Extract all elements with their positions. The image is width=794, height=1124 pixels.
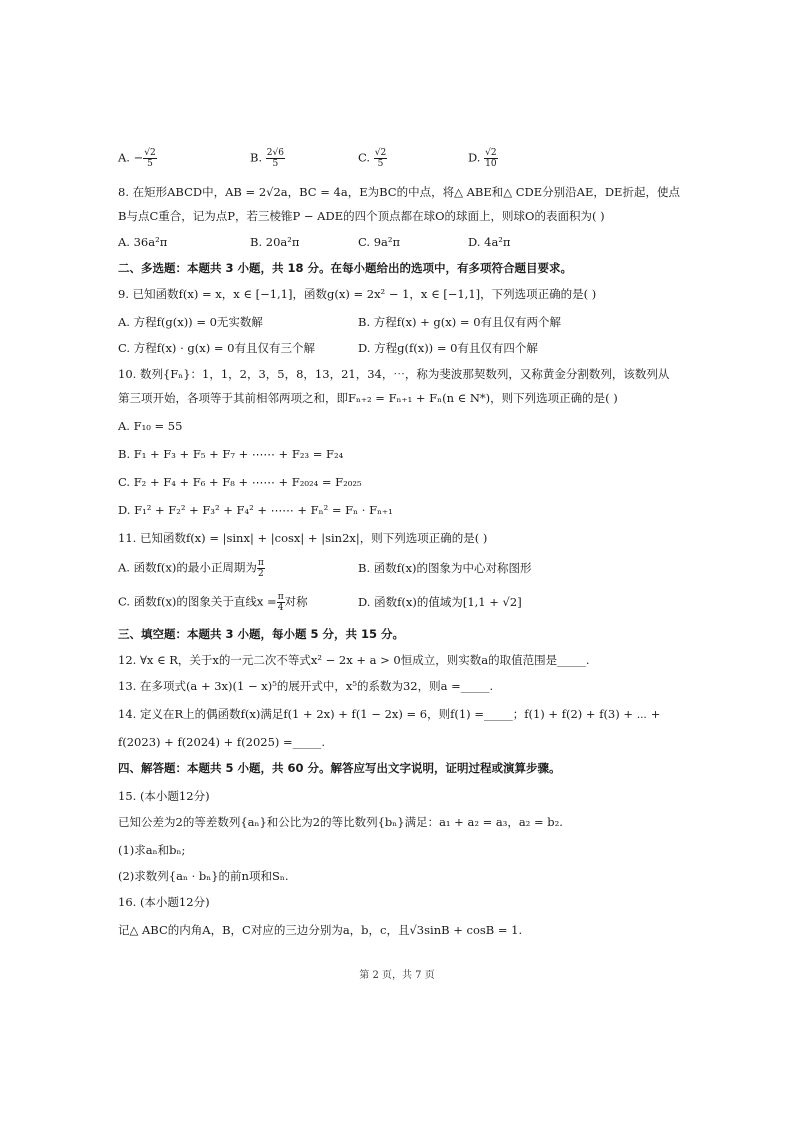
q8-stem-line1: 8. 在矩形ABCD中，AB = 2√2a，BC = 4a，E为BC的中点，将△ ABE和△ CDE分别沿AE，DE折起，使点: [118, 185, 680, 199]
q8-option-c: C. 9a²π: [358, 235, 401, 249]
q14-stem-line2: f(2023) + f(2024) + f(2025) =_____.: [118, 735, 326, 749]
q7-option-d: D. $\frac{√2}{10}$: [468, 148, 497, 169]
q8-option-a: A. 36a²π: [118, 235, 168, 249]
q9-option-b: B. 方程f(x) + g(x) = 0有且仅有两个解: [358, 315, 562, 329]
q9-stem: 9. 已知函数f(x) = x，x ∈ [−1,1]，函数g(x) = 2x² − 1，x ∈ [−1,1]，下列选项正确的是( ): [118, 287, 597, 301]
q8-stem-line2: B与点C重合，记为点P，若三棱锥P − ADE的四个顶点都在球O的球面上，则球O的表面积为( ): [118, 209, 605, 223]
section-multiple-choice-heading: 二、多选题：本题共 3 小题，共 18 分。在每小题给出的选项中，有多项符合题目要求。: [118, 261, 573, 275]
q10-option-a: A. F₁₀ = 55: [118, 419, 183, 433]
q11-option-b: B. 函数f(x)的图象为中心对称图形: [358, 561, 532, 575]
q7-option-a: A. − $\frac{√2}{5}$: [118, 148, 156, 169]
q11-option-c: C. 函数f(x)的图象关于直线x = $\frac{\pi}{4}$ 对称: [118, 592, 308, 613]
fraction: $\frac{\pi}{2}$: [257, 558, 264, 579]
q10-option-b: B. F₁ + F₃ + F₅ + F₇ + ⋯⋯ + F₂₃ = F₂₄: [118, 447, 344, 461]
q13-stem: 13. 在多项式(a + 3x)(1 − x)⁵的展开式中，x⁵的系数为32，则a =_____.: [118, 679, 494, 693]
q15-part2: (2)求数列{aₙ · bₙ}的前n项和Sₙ.: [118, 869, 289, 883]
fraction: $\frac{√2}{5}$: [144, 148, 156, 169]
q8-option-b: B. 20a²π: [250, 235, 300, 249]
q16-stem: 记△ ABC的内角A，B，C对应的三边分别为a，b，c，且√3sinB + cosB = 1.: [118, 923, 523, 937]
section-solution-heading: 四、解答题：本题共 5 小题，共 60 分。解答应写出文字说明，证明过程或演算步骤。: [118, 761, 561, 775]
section-fill-in-heading: 三、填空题：本题共 3 小题，每小题 5 分，共 15 分。: [118, 627, 405, 641]
fraction: $\frac{√2}{10}$: [485, 148, 497, 169]
q7-option-c: C. $\frac{√2}{5}$: [358, 148, 387, 169]
q15-part1: (1)求aₙ和bₙ;: [118, 843, 186, 857]
q7-option-b: B. $\frac{2√6}{5}$: [250, 148, 284, 169]
page-footer: 第 2 页，共 7 页: [359, 970, 435, 981]
q15-title: 15. (本小题12分): [118, 789, 210, 803]
q16-title: 16. (本小题12分): [118, 895, 210, 909]
fraction: $\frac{√2}{5}$: [374, 148, 387, 169]
fraction: $\frac{\pi}{4}$: [277, 592, 284, 613]
q15-stem: 已知公差为2的等差数列{aₙ}和公比为2的等比数列{bₙ}满足：a₁ + a₂ = a₃，a₂ = b₂.: [118, 815, 563, 829]
q10-option-d: D. F₁² + F₂² + F₃² + F₄² + ⋯⋯ + Fₙ² = Fₙ · Fₙ₊₁: [118, 503, 393, 517]
q10-stem-line2: 第三项开始，各项等于其前相邻两项之和，即Fₙ₊₂ = Fₙ₊₁ + Fₙ(n ∈ N*)，则下列选项正确的是( ): [118, 391, 618, 405]
q11-stem: 11. 已知函数f(x) = |sinx| + |cosx| + |sin2x|，则下列选项正确的是( ): [118, 531, 488, 545]
q12-stem: 12. ∀x ∈ R，关于x的一元二次不等式x² − 2x + a > 0恒成立，则实数a的取值范围是_____.: [118, 653, 590, 667]
q14-stem-line1: 14. 定义在R上的偶函数f(x)满足f(1 + 2x) + f(1 − 2x) = 6，则f(1) =_____；f(1) + f(2) + f(3) + ⋯ +: [118, 707, 661, 721]
q9-option-d: D. 方程g(f(x)) = 0有且仅有四个解: [358, 341, 538, 355]
q8-option-d: D. 4a²π: [468, 235, 511, 249]
q9-option-c: C. 方程f(x) · g(x) = 0有且仅有三个解: [118, 341, 315, 355]
fraction: $\frac{2√6}{5}$: [266, 148, 284, 169]
q10-stem-line1: 10. 数列{Fₙ}：1，1，2，3，5，8，13，21，34，⋯，称为斐波那契数列，又称黄金分割数列，该数列从: [118, 367, 670, 381]
q9-option-a: A. 方程f(g(x)) = 0无实数解: [118, 315, 263, 329]
q11-option-a: A. 函数f(x)的最小正周期为 $\frac{\pi}{2}$: [118, 558, 264, 579]
q11-option-d: D. 函数f(x)的值域为[1,1 + √2]: [358, 595, 522, 609]
q10-option-c: C. F₂ + F₄ + F₆ + F₈ + ⋯⋯ + F₂₀₂₄ = F₂₀₂₅: [118, 475, 362, 489]
